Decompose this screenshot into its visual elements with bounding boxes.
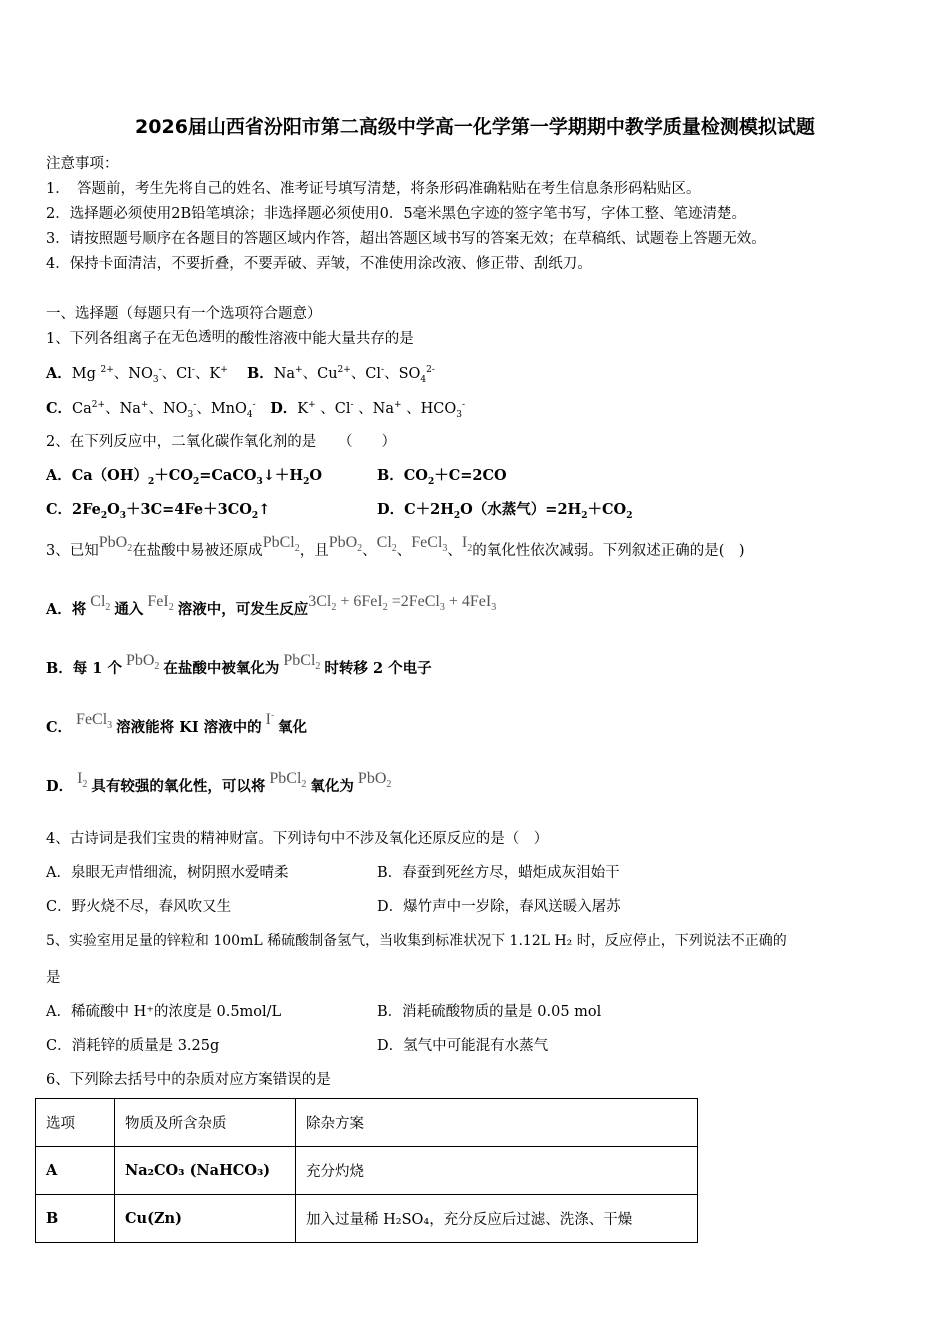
section-heading: 一、选择题（每题只有一个选项符合题意） — [46, 306, 322, 322]
impurity-table — [35, 1098, 698, 1243]
q4-stem: 4、古诗词是我们宝贵的精神财富。下列诗句中不涉及氧化还原反应的是（ ） — [46, 831, 549, 847]
q4-option-b: B．春蚕到死丝方尽，蜡炬成灰泪始干 — [377, 865, 620, 881]
q5-option-a: A．稀硫酸中 H⁺的浓度是 0.5mol/L — [46, 1004, 282, 1020]
q2-option-a: A．$Ca(OH)_2+CO_2=CaCO_3↓+H_2O$ — [46, 467, 323, 487]
table-row — [36, 1195, 698, 1243]
q3-option-c: C． FeCl$_3$ 溶液能将 KI 溶液中的 I- 氧化 — [46, 709, 307, 736]
table-header-cell: 选项 — [36, 1099, 115, 1147]
q5-option-c: C．消耗锌的质量是 3.25g — [46, 1038, 220, 1054]
q2-stem: 2、在下列反应中，二氧化碳作氧化剂的是 （ ） — [46, 434, 396, 450]
table-cell: A — [36, 1147, 115, 1195]
table-cell: 充分灼烧 — [296, 1147, 698, 1195]
q5-option-d: D．氢气中可能混有水蒸气 — [377, 1038, 549, 1054]
q4-option-d: D．爆竹声中一岁除，春风送暖入屠苏 — [377, 899, 621, 915]
notes-heading: 注意事项： — [46, 156, 119, 172]
table-header-cell: 物质及所含杂质 — [115, 1099, 296, 1147]
q3-option-b: B．每 1 个 PbO$_2$ 在盐酸中被氧化为 PbCl$_2$ 时转移 2 个电子 — [46, 652, 432, 677]
table-header-row — [36, 1099, 698, 1147]
q1-stem: 1、下列各组离子在无色透明的酸性溶液中能大量共存的是 — [46, 329, 414, 347]
q2-option-c: C．$2Fe_2O_3+3C=4Fe+3CO_2↑$ — [46, 501, 271, 521]
q2-option-d: D．$C+2H_2O$（水蒸气）$=2H_2+CO_2$ — [377, 501, 633, 521]
q3-stem: 3、已知PbO$_2$在盐酸中易被还原成PbCl$_2$，且PbO$_2$、$Cl_2$、FeCl$_3$、$I_2$的氧化性依次减弱。下列叙述正确的是( ) — [46, 534, 745, 559]
q4-option-c: C．野火烧不尽，春风吹又生 — [46, 899, 232, 915]
q2-option-b: B．$CO_2+C=2CO$ — [377, 467, 507, 487]
table-cell: 加入过量稀 H₂SO₄，充分反应后过滤、洗涤、干燥 — [296, 1195, 698, 1243]
q3-option-a: A．将 $Cl_2$ 通入 FeI$_2$ 溶液中，可发生反应$3Cl_2 + 6FeI_2$ =2FeCl$_3$ + 4FeI$_3$ — [46, 593, 497, 618]
q5-stem-cont: 是 — [46, 970, 61, 986]
table-cell: Na₂CO₃ (NaHCO₃) — [115, 1147, 296, 1195]
q1-option-ab: A．Mg $^{2+}$、$NO_3^-$、Cl-、K+ B．Na+、$Cu^{2+}$、Cl-、$SO_4^{2-}$ — [46, 365, 435, 385]
note-item: 1． 答题前，考生先将自己的姓名、准考证号填写清楚，将条形码准确粘贴在考生信息条形码粘贴区。 — [46, 181, 701, 197]
q5-stem: 5、实验室用足量的锌粒和 100mL 稀硫酸制备氢气，当收集到标准状况下 1.12L H₂ 时，反应停止，下列说法不正确的 — [46, 933, 787, 949]
table-cell: Cu(Zn) — [115, 1195, 296, 1243]
table-header-cell: 除杂方案 — [296, 1099, 698, 1147]
q3-option-d: D． $I_2$ 具有较强的氧化性，可以将 PbCl$_2$ 氧化为 PbO$_2$ — [46, 770, 392, 795]
note-item: 4．保持卡面清洁，不要折叠，不要弄破、弄皱，不准使用涂改液、修正带、刮纸刀。 — [46, 256, 592, 272]
page-title: 2026届山西省汾阳市第二高级中学高一化学第一学期期中教学质量检测模拟试题 — [135, 116, 815, 138]
q1-option-cd: C．$Ca^{2+}$、Na+、$NO_3^-$、MnO$_4$- D．K+ 、Cl- 、Na+ 、$HCO_3^-$ — [46, 400, 466, 420]
table-row — [36, 1147, 698, 1195]
q4-option-a: A．泉眼无声惜细流，树阴照水爱晴柔 — [46, 865, 289, 881]
note-item: 2．选择题必须使用2B铅笔填涂；非选择题必须使用0．5毫米黑色字迹的签字笔书写，字体工整、笔迹清楚。 — [46, 206, 747, 222]
q6-stem: 6、下列除去括号中的杂质对应方案错误的是 — [46, 1072, 331, 1088]
note-item: 3．请按照题号顺序在各题目的答题区域内作答，超出答题区域书写的答案无效；在草稿纸、试题卷上答题无效。 — [46, 231, 766, 247]
q5-option-b: B．消耗硫酸物质的量是 0.05 mol — [377, 1004, 602, 1020]
table-cell: B — [36, 1195, 115, 1243]
